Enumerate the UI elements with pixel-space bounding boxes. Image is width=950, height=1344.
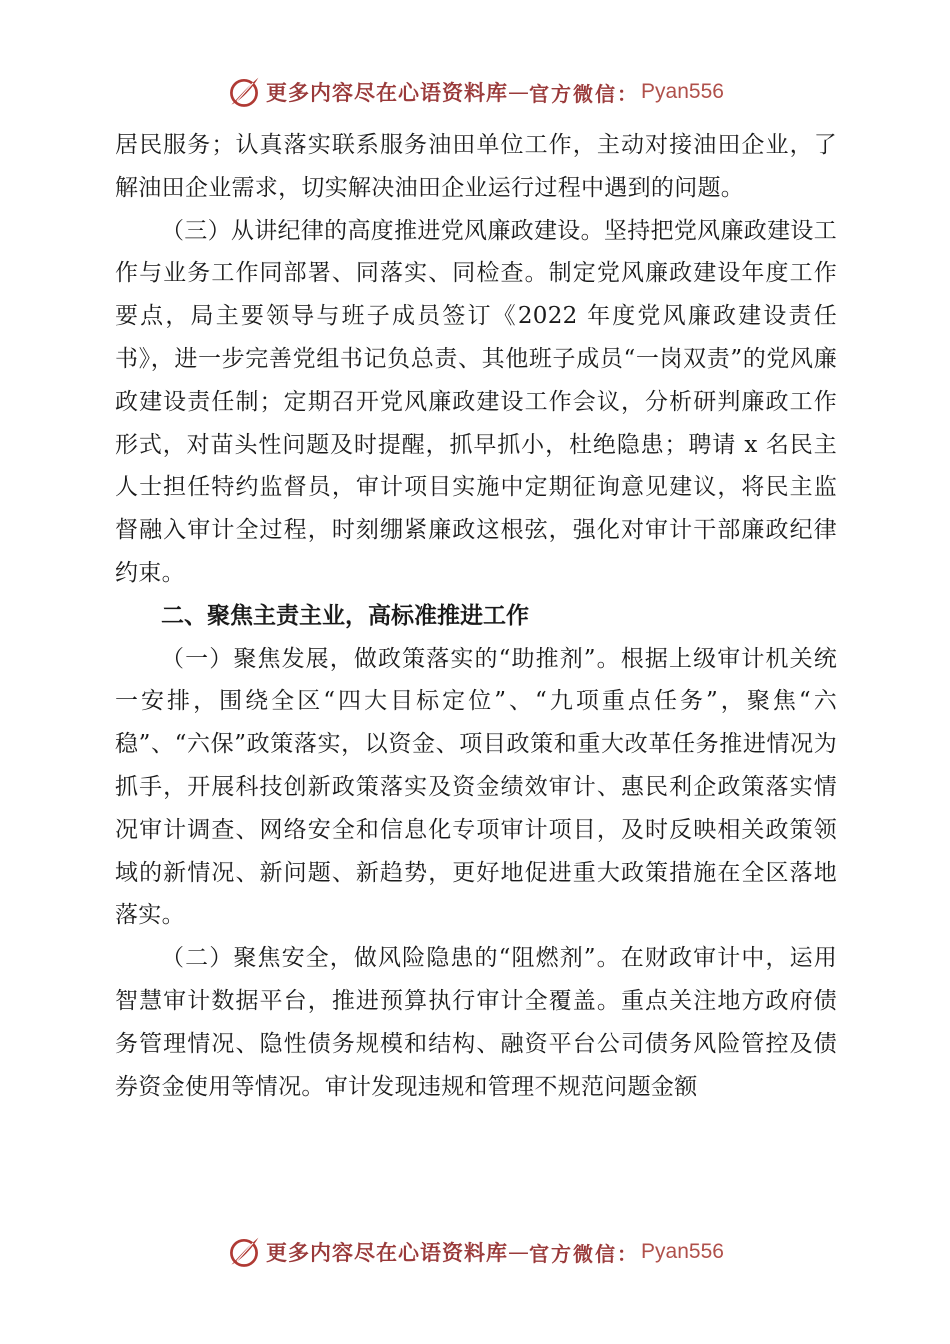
banner-wechat-label: 官方微信： xyxy=(529,1241,640,1266)
paragraph-development: （一）聚焦发展，做政策落实的“助推剂”。根据上级审计机关统一安排，围绕全区“四大目标定位”、“九项重点任务”，聚焦“六稳”、“六保”政策落实，以资金、项目政策和重大改革任务推进情况为抓手，开展科技创新政策落实及资金绩效审计、惠民利企政策落实情况审计调查、网络安全和信息化专项审计项目，及时反映相关政策领域的新情况、新问题、新趋势，更好地促进重大政策措施在全区落地落实。 xyxy=(115,645,837,929)
quill-logo-icon xyxy=(226,74,262,110)
banner-brand-text: 更多内容尽在心语资料库 xyxy=(266,80,509,105)
paragraph-discipline: （三）从讲纪律的高度推进党风廉政建设。坚持把党风廉政建设工作与业务工作同部署、同落实、同检查。制定党风廉政建设年度工作要点，局主要领导与班子成员签订《2022 年度党风廉政建设责任书》，进一步完善党组书记负总责、其他班子成员“一岗双责”的党风廉政建设责任制；定期召开党风廉政建设工作会议，分析研判廉政工作形式，对苗头性问题及时提醒，抓早抓小，杜绝隐患；聘请 x 名民主人士担任特约监督员，审计项目实施中定期征询意见建议，将民主监督融入审计全过程，时刻绷紧廉政这根弦，强化对审计干部廉政纪律约束。 xyxy=(115,217,837,586)
paragraph-continued: 居民服务；认真落实联系服务油田单位工作，主动对接油田企业，了解油田企业需求，切实解决油田企业运行过程中遇到的问题。 xyxy=(115,132,837,201)
footer-banner xyxy=(0,1230,950,1274)
banner-wechat-label: 官方微信： xyxy=(529,81,640,106)
banner-brand-text: 更多内容尽在心语资料库 xyxy=(266,1240,509,1265)
section-heading-2: 二、聚焦主责主业，高标准推进工作 xyxy=(161,602,529,629)
banner-dash: — xyxy=(508,1240,530,1264)
banner-dash: — xyxy=(508,80,530,104)
document-body xyxy=(115,124,837,1108)
banner-wechat-id: Pyan556 xyxy=(641,1240,724,1263)
quill-logo-icon xyxy=(226,1234,262,1270)
header-banner xyxy=(0,70,950,114)
paragraph-security: （二）聚焦安全，做风险隐患的“阻燃剂”。在财政审计中，运用智慧审计数据平台，推进预算执行审计全覆盖。重点关注地方政府债务管理情况、隐性债务规模和结构、融资平台公司债务风险管控及债券资金使用等情况。审计发现违规和管理不规范问题金额 xyxy=(115,945,837,1100)
banner-wechat-id: Pyan556 xyxy=(641,80,724,103)
